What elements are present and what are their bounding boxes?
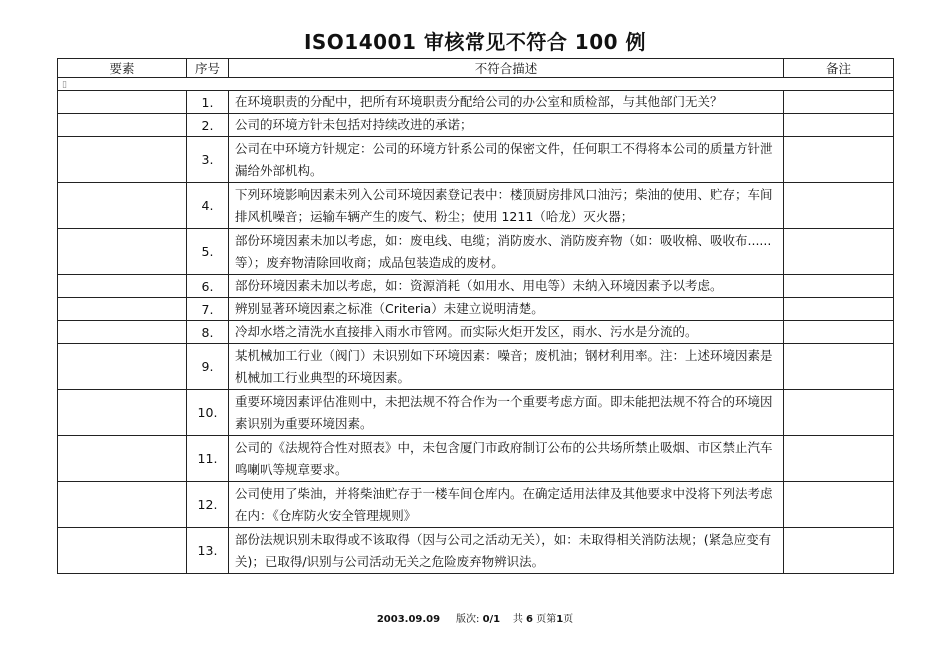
- row-number: 5.: [187, 229, 229, 275]
- row-description: 下列环境影响因素未列入公司环境因素登记表中：楼顶厨房排风口油污；柴油的使用、贮存；车间排风机噪音；运输车辆产生的废气、粉尘；使用 1211（哈龙）灭火器；: [229, 183, 784, 229]
- note-cell: [784, 321, 894, 344]
- note-cell: [784, 275, 894, 298]
- header-desc: 不符合描述: [229, 59, 784, 78]
- footer-total-prefix: 共: [512, 614, 523, 625]
- note-cell: [784, 390, 894, 436]
- table-row: [58, 137, 894, 183]
- footer-version-label: 版次:: [456, 614, 480, 625]
- table-row: [58, 528, 894, 574]
- note-cell: [784, 528, 894, 574]
- table-row: [58, 275, 894, 298]
- row-description: 部份法规识别未取得或不该取得（因与公司之活动无关），如：未取得相关消防法规；(紧急应变有关)；已取得/识别与公司活动无关之危险废弃物辨识法。: [229, 528, 784, 574]
- spacer-row: [58, 78, 894, 91]
- element-cell: [58, 436, 187, 482]
- table-row: [58, 114, 894, 137]
- table-row: [58, 91, 894, 114]
- table-row: [58, 229, 894, 275]
- table-row: [58, 321, 894, 344]
- element-cell: [58, 344, 187, 390]
- note-cell: [784, 91, 894, 114]
- footer-total-pages: 6: [526, 614, 534, 625]
- table-row: [58, 436, 894, 482]
- row-description: 重要环境因素评估准则中，未把法规不符合作为一个重要考虑方面。即未能把法规不符合的环境因素识别为重要环境因素。: [229, 390, 784, 436]
- row-description: 公司在中环境方针规定：公司的环境方针系公司的保密文件，任何职工不得将本公司的质量方针泄漏给外部机构。: [229, 137, 784, 183]
- page-title: ISO14001 审核常见不符合 100 例: [303, 30, 647, 54]
- table-header-row: [58, 59, 894, 78]
- note-cell: [784, 298, 894, 321]
- element-cell: [58, 298, 187, 321]
- footer-page-mid: 页第: [536, 614, 557, 625]
- footer-version: 0/1: [482, 614, 501, 625]
- table-row: [58, 298, 894, 321]
- table-row: [58, 390, 894, 436]
- element-cell: [58, 183, 187, 229]
- spacer-cell: [58, 78, 894, 91]
- note-cell: [784, 137, 894, 183]
- header-note: 备注: [784, 59, 894, 78]
- header-element: 要素: [58, 59, 187, 78]
- row-number: 3.: [187, 137, 229, 183]
- footer-page-suffix: 页: [563, 614, 574, 625]
- nonconformity-table: [57, 58, 894, 574]
- spacer-marker: ▯: [62, 80, 67, 90]
- note-cell: [784, 114, 894, 137]
- row-description: 辨别显著环境因素之标准（Criteria）未建立说明清楚。: [229, 298, 784, 321]
- element-cell: [58, 390, 187, 436]
- note-cell: [784, 436, 894, 482]
- table-row: [58, 482, 894, 528]
- note-cell: [784, 482, 894, 528]
- element-cell: [58, 482, 187, 528]
- row-number: 1.: [187, 91, 229, 114]
- table-row: [58, 344, 894, 390]
- footer-page-no: 1: [556, 614, 564, 625]
- element-cell: [58, 137, 187, 183]
- note-cell: [784, 344, 894, 390]
- note-cell: [784, 183, 894, 229]
- row-number: 12.: [187, 482, 229, 528]
- row-number: 6.: [187, 275, 229, 298]
- row-number: 9.: [187, 344, 229, 390]
- row-number: 8.: [187, 321, 229, 344]
- row-description: 某机械加工行业（阀门）未识别如下环境因素：噪音；废机油；钢材利用率。注：上述环境因素是机械加工行业典型的环境因素。: [229, 344, 784, 390]
- row-number: 4.: [187, 183, 229, 229]
- footer-date: 2003.09.09: [376, 614, 441, 625]
- row-description: 冷却水塔之清洗水直接排入雨水市管网。而实际火炬开发区，雨水、污水是分流的。: [229, 321, 784, 344]
- element-cell: [58, 528, 187, 574]
- row-description: 公司使用了柴油，并将柴油贮存于一楼车间仓库内。在确定适用法律及其他要求中没将下列法考虑在内：《仓库防火安全管理规则》: [229, 482, 784, 528]
- table-row: [58, 183, 894, 229]
- element-cell: [58, 275, 187, 298]
- row-description: 公司的《法规符合性对照表》中，未包含厦门市政府制订公布的公共场所禁止吸烟、市区禁止汽车鸣喇叭等规章要求。: [229, 436, 784, 482]
- row-description: 在环境职责的分配中，把所有环境职责分配给公司的办公室和质检部，与其他部门无关？: [229, 91, 784, 114]
- row-description: 公司的环境方针未包括对持续改进的承诺；: [229, 114, 784, 137]
- page-footer: [0, 610, 950, 625]
- header-no: 序号: [187, 59, 229, 78]
- note-cell: [784, 229, 894, 275]
- row-number: 13.: [187, 528, 229, 574]
- element-cell: [58, 321, 187, 344]
- element-cell: [58, 114, 187, 137]
- row-number: 10.: [187, 390, 229, 436]
- element-cell: [58, 91, 187, 114]
- element-cell: [58, 229, 187, 275]
- row-description: 部份环境因素未加以考虑，如：资源消耗（如用水、用电等）未纳入环境因素予以考虑。: [229, 275, 784, 298]
- row-number: 11.: [187, 436, 229, 482]
- row-description: 部份环境因素未加以考虑，如：废电线、电缆；消防废水、消防废弃物（如：吸收棉、吸收布......等）；废弃物清除回收商；成品包装造成的废材。: [229, 229, 784, 275]
- row-number: 7.: [187, 298, 229, 321]
- row-number: 2.: [187, 114, 229, 137]
